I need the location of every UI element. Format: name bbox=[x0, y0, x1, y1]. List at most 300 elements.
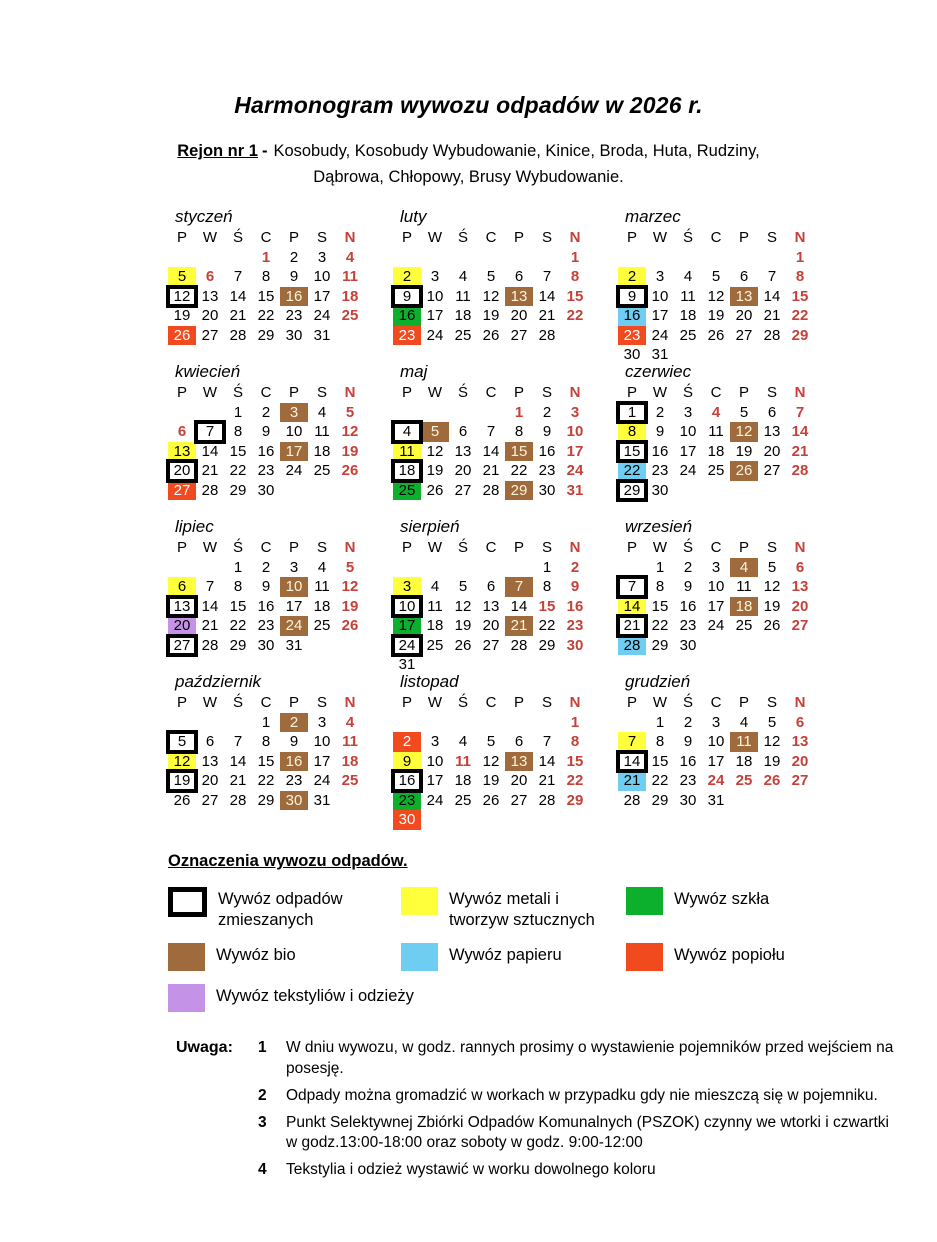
day-cell: 8 bbox=[233, 578, 243, 596]
day-cell: 21 bbox=[229, 772, 247, 790]
day-cell: 30 bbox=[538, 481, 556, 499]
day-cell bbox=[533, 713, 561, 733]
month-2 bbox=[393, 206, 618, 361]
region-towns-line2: Dąbrowa, Chłopowy, Brusy Wybudowanie. bbox=[313, 167, 624, 186]
day-cell: 30 bbox=[623, 346, 641, 364]
month-name: czerwiec bbox=[625, 362, 692, 382]
day-cell: 30 bbox=[257, 481, 275, 499]
legend-label: Wywóz odpadów zmieszanych bbox=[218, 890, 343, 929]
day-cell bbox=[421, 403, 449, 423]
day-cell: 7 bbox=[205, 578, 215, 596]
month-9 bbox=[618, 516, 843, 671]
month-name: październik bbox=[175, 672, 261, 692]
day-header: S bbox=[766, 539, 777, 557]
day-cell: 1 bbox=[655, 558, 665, 576]
day-cell bbox=[618, 248, 646, 268]
day-cell: 13 bbox=[168, 442, 196, 462]
day-cell: 6 bbox=[514, 268, 524, 286]
month-3 bbox=[618, 206, 843, 364]
month-table bbox=[168, 383, 393, 500]
day-cell: 13 bbox=[505, 752, 533, 772]
day-cell bbox=[449, 403, 477, 423]
day-cell bbox=[505, 558, 533, 578]
day-cell: 20 bbox=[454, 462, 472, 480]
day-cell: 27 bbox=[791, 772, 809, 790]
day-cell: 29 bbox=[229, 481, 247, 499]
day-cell: 4 bbox=[345, 713, 355, 731]
day-header: C bbox=[710, 229, 722, 247]
day-cell: 27 bbox=[168, 481, 196, 501]
day-cell: 2 bbox=[570, 558, 580, 576]
day-cell: 1 bbox=[655, 713, 665, 731]
region-line bbox=[109, 139, 829, 190]
month-table bbox=[168, 228, 393, 345]
day-cell bbox=[477, 248, 505, 268]
note-number: 3 bbox=[258, 1113, 267, 1131]
day-cell: 4 bbox=[393, 422, 421, 442]
month-name: styczeń bbox=[175, 207, 233, 227]
day-cell: 12 bbox=[707, 287, 725, 305]
day-cell: 5 bbox=[711, 268, 721, 286]
day-cell: 4 bbox=[730, 558, 758, 578]
day-cell: 24 bbox=[707, 772, 725, 790]
day-header: C bbox=[485, 384, 497, 402]
day-cell: 19 bbox=[482, 307, 500, 325]
legend-item-ash bbox=[626, 943, 937, 971]
day-cell: 8 bbox=[233, 423, 243, 441]
day-cell: 14 bbox=[229, 287, 247, 305]
day-cell: 18 bbox=[341, 752, 359, 770]
day-cell: 31 bbox=[313, 791, 331, 809]
day-cell: 3 bbox=[393, 577, 421, 597]
day-header: Ś bbox=[232, 539, 243, 557]
day-cell: 12 bbox=[482, 752, 500, 770]
day-cell: 16 bbox=[651, 442, 669, 460]
month-table bbox=[393, 538, 618, 675]
day-cell bbox=[646, 248, 674, 268]
day-cell: 15 bbox=[257, 752, 275, 770]
day-header: N bbox=[344, 694, 356, 712]
day-cell: 9 bbox=[655, 423, 665, 441]
day-cell: 7 bbox=[767, 268, 777, 286]
day-cell: 22 bbox=[566, 772, 584, 790]
day-cell: 28 bbox=[618, 636, 646, 656]
day-cell bbox=[449, 558, 477, 578]
month-table bbox=[168, 693, 393, 810]
day-cell: 28 bbox=[538, 791, 556, 809]
day-header: N bbox=[569, 694, 581, 712]
month-name: maj bbox=[400, 362, 428, 382]
day-cell: 26 bbox=[763, 617, 781, 635]
day-cell: 11 bbox=[314, 578, 330, 596]
month-11 bbox=[393, 671, 618, 829]
month-1 bbox=[168, 206, 393, 361]
day-cell: 25 bbox=[679, 326, 697, 344]
day-cell: 26 bbox=[730, 461, 758, 481]
day-cell: 4 bbox=[458, 268, 468, 286]
day-cell bbox=[168, 558, 196, 578]
day-cell: 15 bbox=[618, 442, 646, 462]
day-cell: 28 bbox=[229, 326, 247, 344]
day-cell: 16 bbox=[393, 771, 421, 791]
day-cell: 17 bbox=[313, 752, 331, 770]
day-header: Ś bbox=[457, 229, 468, 247]
day-cell: 9 bbox=[289, 268, 299, 286]
day-cell: 5 bbox=[767, 713, 777, 731]
legend-swatch-paper bbox=[401, 943, 438, 971]
day-cell bbox=[618, 713, 646, 733]
day-cell: 8 bbox=[261, 733, 271, 751]
day-header: S bbox=[541, 229, 552, 247]
day-cell: 26 bbox=[482, 791, 500, 809]
day-cell: 29 bbox=[505, 481, 533, 501]
day-cell: 14 bbox=[618, 752, 646, 772]
day-cell: 7 bbox=[542, 733, 552, 751]
legend-label: Wywóz metali i tworzyw sztucznych bbox=[449, 890, 595, 929]
day-cell: 21 bbox=[538, 772, 556, 790]
day-cell bbox=[196, 248, 224, 268]
month-name: lipiec bbox=[175, 517, 214, 537]
day-cell: 16 bbox=[393, 306, 421, 326]
legend-label: Wywóz szkła bbox=[674, 890, 770, 909]
day-cell: 13 bbox=[201, 752, 219, 770]
month-name: kwiecień bbox=[175, 362, 241, 382]
day-cell: 24 bbox=[393, 636, 421, 656]
day-cell: 6 bbox=[767, 403, 777, 421]
day-cell: 11 bbox=[680, 287, 696, 305]
day-cell: 6 bbox=[205, 733, 215, 751]
day-cell: 31 bbox=[707, 791, 725, 809]
day-cell: 23 bbox=[679, 617, 697, 635]
day-cell bbox=[308, 481, 336, 501]
day-cell: 26 bbox=[426, 481, 444, 499]
legend-item-paper bbox=[401, 943, 626, 971]
legend-swatch-bio bbox=[168, 943, 205, 971]
day-header: W bbox=[652, 539, 668, 557]
day-cell bbox=[702, 248, 730, 268]
day-cell: 27 bbox=[791, 617, 809, 635]
day-header: P bbox=[288, 694, 299, 712]
day-cell: 2 bbox=[261, 558, 271, 576]
day-header: P bbox=[513, 229, 524, 247]
day-cell: 8 bbox=[795, 268, 805, 286]
day-header: P bbox=[176, 694, 187, 712]
day-header: N bbox=[794, 539, 806, 557]
day-cell: 2 bbox=[683, 558, 693, 576]
day-cell: 9 bbox=[618, 287, 646, 307]
day-cell bbox=[674, 481, 702, 501]
day-cell: 17 bbox=[651, 307, 669, 325]
day-cell: 18 bbox=[313, 442, 331, 460]
day-cell: 27 bbox=[510, 791, 528, 809]
day-cell: 8 bbox=[655, 733, 665, 751]
day-cell bbox=[702, 481, 730, 501]
day-cell: 10 bbox=[679, 423, 697, 441]
legend-item-metal bbox=[401, 887, 626, 930]
day-cell: 5 bbox=[458, 578, 468, 596]
day-header: W bbox=[202, 384, 218, 402]
day-cell: 6 bbox=[168, 577, 196, 597]
day-cell: 14 bbox=[791, 423, 809, 441]
day-cell: 22 bbox=[257, 772, 275, 790]
day-cell: 18 bbox=[454, 772, 472, 790]
day-cell: 30 bbox=[566, 636, 584, 654]
month-table bbox=[618, 538, 843, 655]
day-cell: 26 bbox=[707, 326, 725, 344]
day-header: P bbox=[288, 384, 299, 402]
note-text: W dniu wywozu, w godz. rannych prosimy o wystawienie pojemników przed wejściem na posesję. bbox=[286, 1039, 894, 1077]
day-cell: 21 bbox=[763, 307, 781, 325]
day-cell: 27 bbox=[454, 481, 472, 499]
day-cell: 4 bbox=[430, 578, 440, 596]
month-8 bbox=[393, 516, 618, 674]
day-cell: 23 bbox=[257, 617, 275, 635]
day-cell: 25 bbox=[735, 772, 753, 790]
day-cell: 10 bbox=[566, 423, 584, 441]
day-cell: 26 bbox=[341, 617, 359, 635]
day-cell: 11 bbox=[393, 442, 421, 462]
day-cell: 17 bbox=[707, 597, 725, 615]
day-cell bbox=[421, 558, 449, 578]
day-cell: 16 bbox=[679, 597, 697, 615]
day-header: P bbox=[738, 229, 749, 247]
day-cell: 14 bbox=[538, 287, 556, 305]
day-cell bbox=[758, 248, 786, 268]
day-cell: 21 bbox=[201, 617, 219, 635]
day-cell: 1 bbox=[233, 403, 243, 421]
day-cell bbox=[421, 248, 449, 268]
day-cell: 21 bbox=[482, 462, 500, 480]
day-header: N bbox=[794, 229, 806, 247]
day-header: P bbox=[738, 384, 749, 402]
day-header: P bbox=[401, 384, 412, 402]
day-cell: 7 bbox=[196, 422, 224, 442]
month-12 bbox=[618, 671, 843, 826]
day-cell: 10 bbox=[707, 578, 725, 596]
legend-item-glass bbox=[626, 887, 937, 915]
day-cell: 21 bbox=[505, 616, 533, 636]
day-cell: 9 bbox=[683, 578, 693, 596]
day-cell: 29 bbox=[651, 791, 669, 809]
day-cell: 24 bbox=[566, 462, 584, 480]
day-header: P bbox=[288, 229, 299, 247]
day-cell: 3 bbox=[655, 268, 665, 286]
day-cell: 23 bbox=[393, 791, 421, 811]
day-cell: 7 bbox=[486, 423, 496, 441]
day-cell: 17 bbox=[566, 442, 584, 460]
day-cell: 29 bbox=[618, 481, 646, 501]
day-cell: 5 bbox=[486, 268, 496, 286]
day-cell: 17 bbox=[393, 616, 421, 636]
day-cell: 13 bbox=[730, 287, 758, 307]
day-cell: 21 bbox=[618, 616, 646, 636]
day-cell bbox=[561, 810, 589, 830]
day-cell: 31 bbox=[566, 481, 584, 499]
month-table bbox=[393, 228, 618, 345]
day-cell: 20 bbox=[791, 597, 809, 615]
day-cell: 16 bbox=[280, 752, 308, 772]
day-cell: 19 bbox=[707, 307, 725, 325]
day-cell: 22 bbox=[651, 617, 669, 635]
day-cell: 16 bbox=[566, 597, 584, 615]
day-cell: 27 bbox=[201, 791, 219, 809]
day-cell bbox=[393, 713, 421, 733]
day-cell: 9 bbox=[570, 578, 580, 596]
day-cell: 22 bbox=[791, 307, 809, 325]
day-cell: 16 bbox=[257, 597, 275, 615]
day-cell: 26 bbox=[482, 326, 500, 344]
region-label: Rejon nr 1 bbox=[177, 142, 258, 160]
month-10 bbox=[168, 671, 393, 826]
day-header: N bbox=[344, 229, 356, 247]
month-name: grudzień bbox=[625, 672, 691, 692]
day-cell: 3 bbox=[430, 733, 440, 751]
day-cell: 1 bbox=[618, 403, 646, 423]
day-cell: 12 bbox=[168, 752, 196, 772]
day-cell: 19 bbox=[735, 442, 753, 460]
day-header: P bbox=[738, 539, 749, 557]
day-cell: 14 bbox=[482, 442, 500, 460]
day-header: W bbox=[652, 229, 668, 247]
day-header: Ś bbox=[682, 229, 693, 247]
day-header: W bbox=[427, 384, 443, 402]
day-cell bbox=[196, 713, 224, 733]
day-cell: 8 bbox=[655, 578, 665, 596]
day-header: C bbox=[485, 694, 497, 712]
day-cell: 22 bbox=[538, 617, 556, 635]
day-header: N bbox=[344, 384, 356, 402]
day-header: P bbox=[401, 694, 412, 712]
day-cell: 11 bbox=[708, 423, 724, 441]
day-cell: 12 bbox=[168, 287, 196, 307]
notes-label: Uwaga: bbox=[176, 1039, 233, 1057]
day-header: P bbox=[513, 694, 524, 712]
month-6 bbox=[618, 361, 843, 516]
day-cell: 5 bbox=[486, 733, 496, 751]
day-header: P bbox=[626, 539, 637, 557]
day-cell: 10 bbox=[426, 752, 444, 770]
day-cell: 24 bbox=[679, 462, 697, 480]
day-cell: 3 bbox=[280, 403, 308, 423]
day-cell bbox=[168, 403, 196, 423]
day-cell: 20 bbox=[735, 307, 753, 325]
day-cell: 8 bbox=[514, 423, 524, 441]
day-cell: 25 bbox=[393, 481, 421, 501]
day-cell: 13 bbox=[505, 287, 533, 307]
day-cell: 6 bbox=[514, 733, 524, 751]
day-cell bbox=[758, 636, 786, 656]
month-table bbox=[618, 383, 843, 500]
day-cell: 3 bbox=[430, 268, 440, 286]
day-cell: 15 bbox=[566, 287, 584, 305]
day-cell: 4 bbox=[739, 713, 749, 731]
day-cell: 27 bbox=[168, 636, 196, 656]
day-cell: 9 bbox=[542, 423, 552, 441]
day-cell: 22 bbox=[510, 462, 528, 480]
day-cell: 27 bbox=[735, 326, 753, 344]
day-cell: 8 bbox=[570, 733, 580, 751]
day-cell: 2 bbox=[542, 403, 552, 421]
day-header: N bbox=[569, 384, 581, 402]
day-cell: 12 bbox=[763, 733, 781, 751]
day-cell: 1 bbox=[261, 713, 271, 731]
day-cell bbox=[449, 248, 477, 268]
day-cell: 20 bbox=[482, 617, 500, 635]
legend bbox=[168, 887, 937, 1012]
day-cell: 19 bbox=[482, 772, 500, 790]
day-header: C bbox=[485, 229, 497, 247]
day-cell: 10 bbox=[280, 577, 308, 597]
day-cell: 2 bbox=[393, 732, 421, 752]
day-cell: 9 bbox=[261, 423, 271, 441]
day-cell: 11 bbox=[730, 732, 758, 752]
day-header: S bbox=[316, 539, 327, 557]
day-cell bbox=[786, 636, 814, 656]
day-header: S bbox=[316, 229, 327, 247]
day-cell: 6 bbox=[486, 578, 496, 596]
day-cell: 1 bbox=[570, 713, 580, 731]
day-cell: 7 bbox=[618, 732, 646, 752]
day-cell bbox=[168, 248, 196, 268]
day-cell bbox=[224, 248, 252, 268]
day-cell: 19 bbox=[168, 771, 196, 791]
day-header: W bbox=[202, 694, 218, 712]
day-cell: 31 bbox=[651, 346, 669, 364]
day-cell: 23 bbox=[618, 326, 646, 346]
day-cell: 8 bbox=[261, 268, 271, 286]
day-cell: 2 bbox=[393, 267, 421, 287]
day-cell: 24 bbox=[426, 791, 444, 809]
day-cell: 21 bbox=[618, 771, 646, 791]
legend-swatch-metal bbox=[401, 887, 438, 915]
day-cell: 30 bbox=[257, 636, 275, 654]
day-header: C bbox=[710, 384, 722, 402]
day-cell bbox=[196, 558, 224, 578]
day-cell bbox=[477, 403, 505, 423]
day-cell: 22 bbox=[257, 307, 275, 325]
day-cell: 29 bbox=[651, 636, 669, 654]
day-cell: 26 bbox=[173, 791, 191, 809]
day-cell: 13 bbox=[454, 442, 472, 460]
day-cell: 19 bbox=[341, 442, 359, 460]
day-header: P bbox=[176, 229, 187, 247]
day-cell: 16 bbox=[618, 306, 646, 326]
day-cell: 23 bbox=[538, 462, 556, 480]
day-header: C bbox=[260, 229, 272, 247]
day-header: N bbox=[569, 539, 581, 557]
legend-item-mixed bbox=[168, 887, 401, 930]
day-cell: 16 bbox=[257, 442, 275, 460]
day-cell bbox=[730, 791, 758, 811]
day-cell: 11 bbox=[427, 597, 443, 615]
day-cell: 17 bbox=[426, 307, 444, 325]
day-cell: 21 bbox=[201, 462, 219, 480]
day-cell bbox=[449, 713, 477, 733]
day-cell: 10 bbox=[707, 733, 725, 751]
day-cell bbox=[505, 248, 533, 268]
day-cell: 29 bbox=[538, 636, 556, 654]
day-cell: 4 bbox=[317, 403, 327, 421]
day-cell: 16 bbox=[280, 287, 308, 307]
day-cell: 15 bbox=[651, 752, 669, 770]
notes bbox=[176, 1038, 937, 1180]
day-cell bbox=[533, 248, 561, 268]
day-cell: 26 bbox=[168, 326, 196, 346]
day-cell: 7 bbox=[542, 268, 552, 286]
day-cell: 31 bbox=[285, 636, 303, 654]
day-cell: 7 bbox=[618, 577, 646, 597]
day-cell: 3 bbox=[570, 403, 580, 421]
